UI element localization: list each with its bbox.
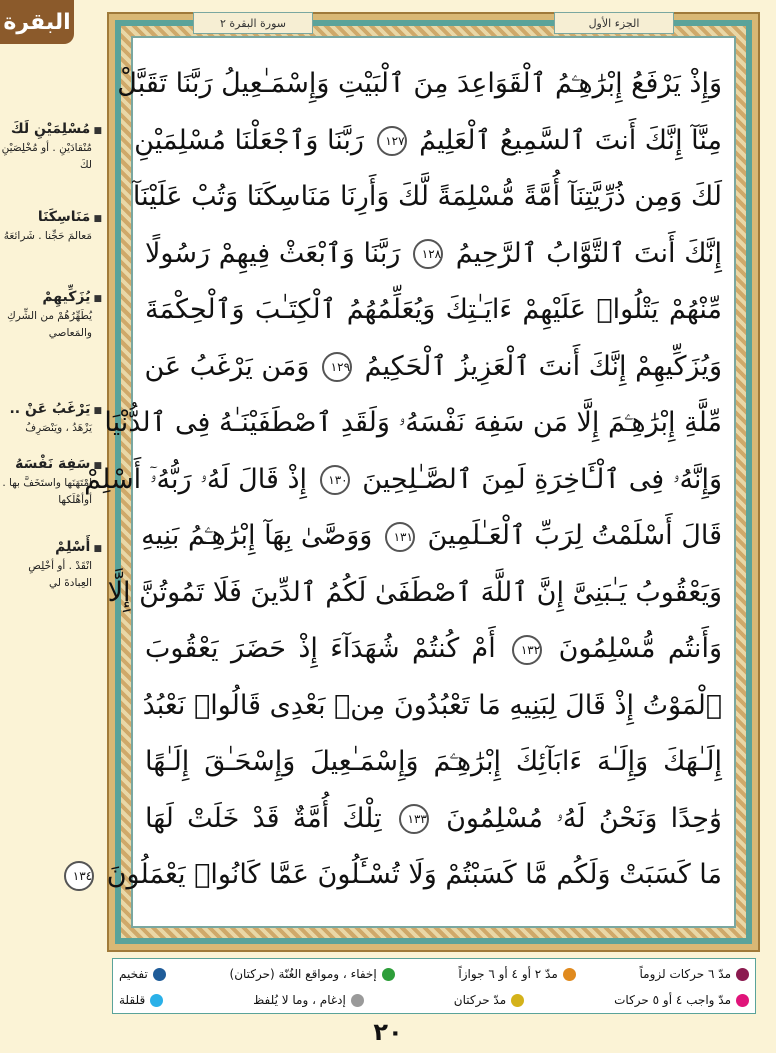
verse-line (117, 56, 722, 113)
verse-text: إِلَـٰهَكَ وَإِلَـٰهَ ءَابَآئِكَ إِبْرَٰهِـۧمَ وَإِسْمَـٰعِيلَ وَإِسْحَـٰقَ إِلَـٰهًا (145, 746, 722, 777)
legend-label: مدّ حركتان (453, 993, 507, 1007)
color-dot-icon (351, 994, 364, 1007)
verse-text-continued: وَمَن يَرْغَبُ عَن (144, 350, 310, 382)
verse-text-continued: تِلْكَ أُمَّةٌ قَدْ خَلَتْ لَهَا (145, 802, 382, 834)
glossary-entry (0, 208, 102, 245)
verse-text: مِّنْهُمْ يَتْلُوا۟ عَلَيْهِمْ ءَايَـٰتِكَ وَيُعَلِّمُهُمُ ٱلْكِتَـٰبَ وَٱلْحِكْمَةَ (145, 294, 722, 325)
verse-line (142, 678, 722, 735)
verse-lines (72, 56, 722, 916)
verse-text: وَيَعْقُوبُ يَـٰبَنِىَّ إِنَّ ٱللَّهَ ٱصْطَفَىٰ لَكُمُ ٱلدِّينَ فَلَا تَمُوتُنَّ إِلَّا (107, 576, 722, 608)
verse-line (145, 226, 722, 283)
glossary-entry (0, 400, 102, 437)
verse-text: مَا كَسَبَتْ وَلَكُم مَّا كَسَبْتُمْ وَلَا تُسْـَٔلُونَ عَمَّا كَانُوا۟ يَعْمَلُونَ (106, 859, 722, 890)
ayah-number-marker: ١٢٩ (322, 352, 352, 382)
ayah-number-marker: ١٢٨ (413, 239, 443, 269)
verse-text: وَيُزَكِّيهِمْ إِنَّكَ أَنتَ ٱلْعَزِيزُ ٱلْحَكِيمُ (364, 350, 722, 382)
verse-line (145, 734, 722, 791)
verse-line (104, 395, 722, 452)
glossary-entry (0, 288, 102, 342)
decorative-border (72, 16, 752, 944)
glossary-entry (0, 120, 102, 174)
mushaf-page-frame (72, 12, 760, 952)
legend-item (640, 967, 750, 981)
verse-line (145, 621, 722, 678)
legend-label: تفخيم (119, 967, 148, 981)
verse-text: إِنَّكَ أَنتَ ٱلتَّوَّابُ ٱلرَّحِيمُ (455, 237, 722, 269)
verse-line (72, 847, 722, 904)
verse-text: قَالَ أَسْلَمْتُ لِرَبِّ ٱلْعَـٰلَمِينَ (427, 520, 722, 551)
glossary-term: ■ مُسْلِمَيْنِ لَكَ (0, 120, 102, 140)
ayah-number-marker: ١٢٧ (377, 126, 407, 156)
verse-line (84, 452, 722, 509)
glossary-meaning: انْقَدْ . أو أخْلِصِ العِبادةَ لي (28, 560, 92, 589)
verse-line (145, 282, 722, 339)
legend-label: مدّ ٦ حركات لزوماً (639, 967, 731, 981)
legend-item (614, 993, 749, 1007)
legend-item (253, 993, 364, 1007)
legend-item (119, 993, 163, 1007)
verse-text: وَأَنتُم مُّسْلِمُونَ (558, 633, 722, 664)
legend-item (454, 993, 524, 1007)
verse-text: لَكَ وَمِن ذُرِّيَّتِنَآ أُمَّةً مُّسْلِمَةً لَّكَ وَأَرِنَا مَنَاسِكَنَا وَتُبْ عَلَيْنَآ (132, 181, 722, 212)
legend-label: مدّ ٢ أو ٤ أو ٦ جوازاً (458, 967, 558, 981)
legend-label: مدّ واجب ٤ أو ٥ حركات (614, 993, 731, 1007)
color-dot-icon (736, 968, 749, 981)
verse-text-continued: رَبَّنَا وَٱبْعَثْ فِيهِمْ رَسُولًا (145, 237, 401, 269)
page-number: ٢٠ (373, 1018, 403, 1046)
glossary-term: ■ يَرْغَبُ عَنْ .. (0, 400, 102, 420)
verse-line (145, 339, 722, 396)
verse-text: مِنَّآ إِنَّكَ أَنتَ ٱلسَّمِيعُ ٱلْعَلِيمُ (419, 124, 722, 156)
glossary-meaning: مَعالمَ حَجِّنا . شَرائعَهُ (3, 230, 92, 242)
color-dot-icon (511, 994, 524, 1007)
verse-text: وَإِذْ يَرْفَعُ إِبْرَٰهِـۧمُ ٱلْقَوَاعِدَ مِنَ ٱلْبَيْتِ وَإِسْمَـٰعِيلُ رَبَّنَا تَقَبَّلْ (117, 68, 722, 99)
ayah-number-marker: ١٣١ (385, 522, 415, 552)
legend-item (119, 967, 166, 981)
legend-label: قلقلة (119, 993, 146, 1007)
verse-text-area (72, 16, 736, 928)
color-dot-icon (150, 994, 163, 1007)
glossary-meaning: يَزْهَدُ ، ويَنْصَرِفُ (25, 422, 92, 434)
legend-label: إخفاء ، ومواقع الغُنّة (حركتان) (229, 967, 377, 981)
glossary-meaning: امْتَهَنَها واستَخَفَّ بها . أوأهْلَكها (2, 477, 92, 506)
ayah-number-marker: ١٣٠ (320, 465, 350, 495)
glossary-term: ■ يُزَكِّيهِمْ (0, 288, 102, 308)
ayah-number-marker: ١٣٣ (399, 804, 429, 834)
verse-text: مِّلَّةِ إِبْرَٰهِـۧمَ إِلَّا مَن سَفِهَ نَفْسَهُۥ وَلَقَدِ ٱصْطَفَيْنَـٰهُ فِى ٱلدُّنْيَا (104, 407, 722, 438)
legend-row (113, 961, 755, 987)
verse-text-continued: أَمْ كُنتُمْ شُهَدَآءَ إِذْ حَضَرَ يَعْقُوبَ (145, 633, 496, 664)
color-dot-icon (563, 968, 576, 981)
color-dot-icon (736, 994, 749, 1007)
legend-row (113, 987, 755, 1013)
legend-item (230, 967, 395, 981)
verse-line (141, 508, 722, 565)
glossary-meaning: يُطَهِّرُهُمْ من الشِّركِ والمَعاصي (7, 310, 92, 339)
surah-header: سورة البقرة ٢ (193, 12, 313, 34)
legend-label: إدغام ، وما لا يُلفظ (253, 993, 346, 1007)
glossary-sidebar (0, 60, 104, 960)
glossary-meaning: مُنْقادَيْنِ . أو مُخْلِصَيْنِ لكَ (1, 142, 92, 171)
verse-text-continued: وَوَصَّىٰ بِهَآ إِبْرَٰهِـۧمُ بَنِيهِ (141, 520, 373, 551)
verse-text-continued: إِذْ قَالَ لَهُۥ رَبُّهُۥٓ أَسْلِمْ (84, 463, 308, 495)
verse-text: ٱلْمَوْتُ إِذْ قَالَ لِبَنِيهِ مَا تَعْبُدُونَ مِنۢ بَعْدِى قَالُوا۟ نَعْبُدُ (142, 689, 722, 721)
surah-name-tab: البقرة (0, 0, 74, 44)
color-dot-icon (382, 968, 395, 981)
ayah-number-marker: ١٣٢ (512, 635, 542, 665)
verse-text: وَإِنَّهُۥ فِى ٱلْـَٔاخِرَةِ لَمِنَ ٱلصَّـٰلِحِينَ (362, 463, 722, 495)
verse-line (132, 169, 722, 226)
tajweed-legend (112, 958, 756, 1014)
verse-line (134, 113, 722, 170)
verse-text: وَٰحِدًا وَنَحْنُ لَهُۥ مُسْلِمُونَ (446, 802, 722, 834)
color-dot-icon (153, 968, 166, 981)
glossary-term: ■ أَسْلِمْ (0, 538, 102, 558)
verse-text-continued: رَبَّنَا وَٱجْعَلْنَا مُسْلِمَيْنِ (134, 124, 364, 156)
ayah-number-marker: ١٣٤ (64, 861, 94, 891)
verse-line (145, 791, 722, 848)
juz-header: الجزء الأول (554, 12, 674, 34)
glossary-term: ■ مَنَاسِكَنَا (0, 208, 102, 228)
glossary-term: ■ سَفِهَ نَفْسَهُ (0, 455, 102, 475)
glossary-entry (0, 538, 102, 592)
legend-item (458, 967, 575, 981)
verse-line (107, 565, 722, 622)
